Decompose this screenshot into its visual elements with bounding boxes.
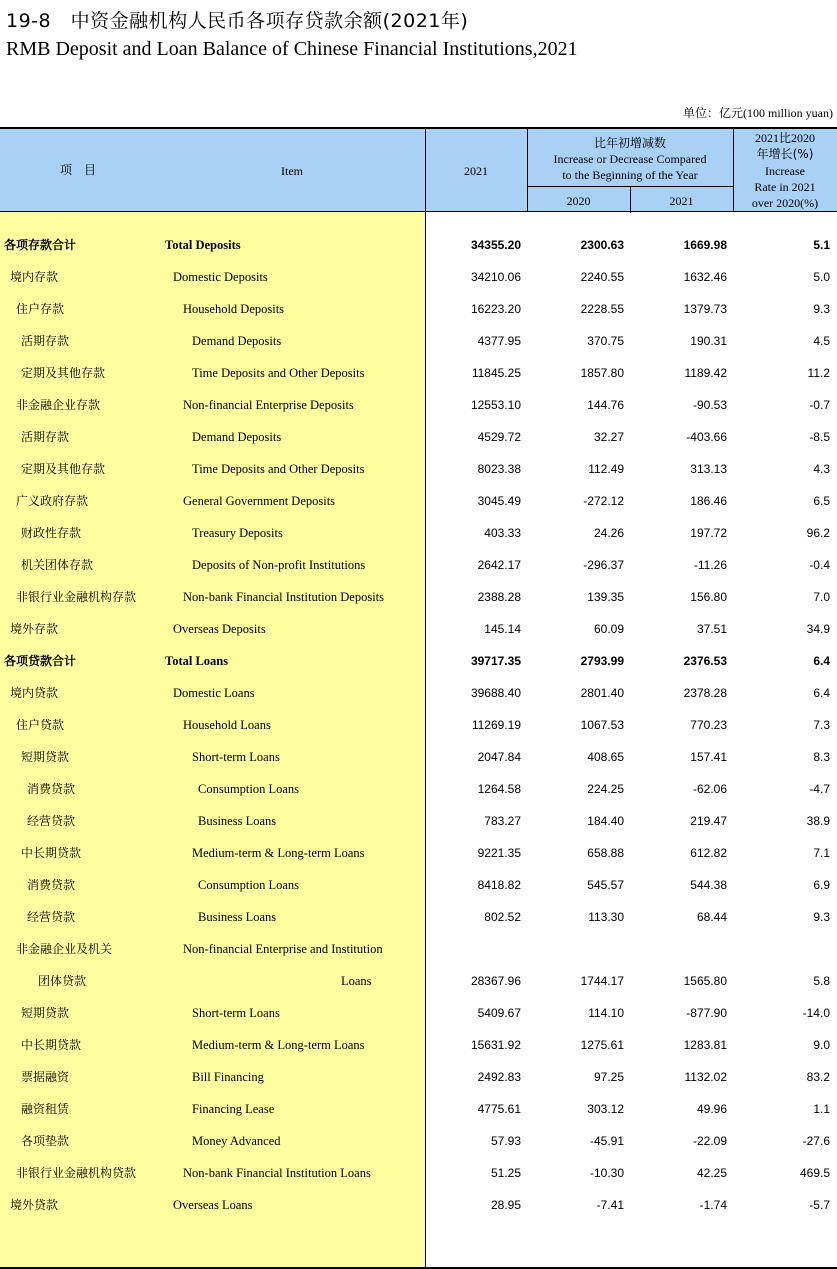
page-title-en: RMB Deposit and Loan Balance of Chinese Financial Institutions,2021: [6, 38, 578, 60]
cell-change-2020: -296.37: [583, 558, 624, 572]
row-label-cn: 消费贷款: [27, 878, 76, 892]
cell-growth-rate: 96.2: [806, 526, 830, 540]
row-label-en: Overseas Loans: [173, 1198, 253, 1212]
page-title-cn: 19-8 中资金融机构人民币各项存贷款余额(2021年): [6, 10, 469, 32]
cell-value-2021: 2388.28: [477, 590, 521, 604]
cell-value-2021: 145.14: [484, 622, 521, 636]
cell-value-2021: 783.27: [484, 814, 521, 828]
row-label-en: Non-financial Enterprise Deposits: [183, 398, 354, 412]
row-label-en: Domestic Loans: [173, 686, 255, 700]
row-label-cn: 非金融企业存款: [16, 398, 101, 412]
row-label-cn: 活期存款: [21, 430, 70, 444]
cell-change-2020: 114.10: [588, 1006, 624, 1020]
cell-change-2020: 2228.55: [580, 302, 624, 316]
cell-change-2021: -1.74: [699, 1198, 727, 1212]
cell-change-2020: 1744.17: [580, 974, 624, 988]
header-year: 2021: [464, 164, 488, 178]
row-label-cn: 经营贷款: [27, 910, 76, 924]
row-label-cn: 非金融企业及机关: [16, 942, 113, 956]
row-label-cn: 各项贷款合计: [4, 654, 77, 668]
cell-change-2020: -45.91: [589, 1134, 624, 1148]
table-row: [0, 741, 837, 773]
cell-change-2020: 408.65: [587, 750, 624, 764]
table-row: [0, 901, 837, 933]
row-label-en: Non-bank Financial Institution Loans: [183, 1166, 371, 1180]
cell-value-2021: 2642.17: [477, 558, 521, 572]
table-row: [0, 485, 837, 517]
row-label-cn: 票据融资: [21, 1070, 70, 1084]
row-label-cn: 广义政府存款: [16, 494, 89, 508]
cell-value-2021: 4775.61: [477, 1102, 521, 1116]
cell-change-2021: 1669.98: [683, 238, 727, 252]
table-row: [0, 933, 837, 965]
row-label-en: General Government Deposits: [183, 494, 336, 508]
row-label-en: Short-term Loans: [192, 1006, 280, 1020]
cell-value-2021: 5409.67: [477, 1006, 521, 1020]
cell-growth-rate: 8.3: [813, 750, 830, 764]
cell-value-2021: 11845.25: [471, 366, 521, 380]
cell-change-2020: 144.76: [587, 398, 624, 412]
unit-cn: 单位：亿元: [682, 106, 743, 120]
table-row: [0, 1157, 837, 1189]
cell-change-2021: 68.44: [696, 910, 727, 924]
cell-change-2020: -10.30: [589, 1166, 624, 1180]
cell-value-2021: 2492.83: [477, 1070, 521, 1084]
cell-growth-rate: 34.9: [806, 622, 830, 636]
row-label-cn: 定期及其他存款: [21, 366, 106, 380]
cell-growth-rate: 6.4: [813, 686, 830, 700]
row-label-en: Household Deposits: [183, 302, 285, 316]
row-label-cn: 机关团体存款: [21, 558, 94, 572]
cell-change-2021: 2376.53: [683, 654, 727, 668]
row-label-en: Deposits of Non-profit Institutions: [192, 558, 366, 572]
row-label-cn: 中长期贷款: [21, 1038, 82, 1052]
header-item-cn: 项 目: [60, 163, 97, 177]
cell-growth-rate: 5.8: [813, 974, 830, 988]
cell-growth-rate: 6.4: [813, 654, 830, 668]
table-row: [0, 645, 837, 677]
cell-growth-rate: 5.1: [813, 238, 830, 252]
row-label-en: Bill Financing: [192, 1070, 264, 1084]
cell-growth-rate: 6.9: [813, 878, 830, 892]
cell-change-2020: 2240.55: [580, 270, 624, 284]
cell-value-2021: 51.25: [490, 1166, 521, 1180]
cell-change-2020: 303.12: [587, 1102, 624, 1116]
cell-change-2020: -7.41: [596, 1198, 624, 1212]
cell-growth-rate: 38.9: [806, 814, 830, 828]
cell-value-2021: 4529.72: [477, 430, 521, 444]
table-row: [0, 965, 837, 997]
table-row: [0, 293, 837, 325]
cell-change-2021: 770.23: [690, 718, 727, 732]
header-item-en: Item: [281, 164, 303, 178]
cell-growth-rate: 4.3: [813, 462, 830, 476]
cell-change-2021: 37.51: [696, 622, 727, 636]
row-label-en: Medium-term & Long-term Loans: [192, 1038, 365, 1052]
table-row: [0, 837, 837, 869]
row-label-cn: 境外贷款: [10, 1198, 59, 1212]
table-row: [0, 421, 837, 453]
row-label-en: Financing Lease: [192, 1102, 275, 1116]
table-row: [0, 997, 837, 1029]
table-row: [0, 229, 837, 261]
cell-value-2021: 8023.38: [477, 462, 521, 476]
cell-change-2020: 60.09: [593, 622, 624, 636]
cell-change-2020: 112.49: [588, 462, 624, 476]
row-label-cn: 住户存款: [16, 302, 65, 316]
row-label-cn: 消费贷款: [27, 782, 76, 796]
cell-change-2020: 139.35: [587, 590, 624, 604]
row-label-cn: 短期贷款: [21, 1006, 70, 1020]
cell-change-2021: 612.82: [690, 846, 727, 860]
cell-value-2021: 39717.35: [470, 654, 521, 668]
cell-change-2021: 1632.46: [683, 270, 727, 284]
cell-value-2021: 15631.92: [470, 1038, 521, 1052]
table-row: [0, 581, 837, 613]
table-row: [0, 1125, 837, 1157]
table-row: [0, 677, 837, 709]
header-rate-l5: over 2020(%): [751, 196, 819, 210]
cell-change-2021: -90.53: [692, 398, 727, 412]
cell-change-2021: -22.09: [692, 1134, 727, 1148]
table-row: [0, 389, 837, 421]
table-header: [0, 127, 837, 212]
unit-label: [683, 104, 833, 121]
cell-value-2021: 2047.84: [477, 750, 521, 764]
table-row: [0, 1029, 837, 1061]
cell-change-2020: 113.30: [588, 910, 624, 924]
row-label-en: Time Deposits and Other Deposits: [192, 462, 365, 476]
cell-value-2021: 403.33: [484, 526, 521, 540]
cell-value-2021: 34210.06: [470, 270, 521, 284]
cell-change-2021: -11.26: [693, 558, 727, 572]
cell-change-2021: 42.25: [696, 1166, 727, 1180]
table-row: [0, 613, 837, 645]
table-row: [0, 549, 837, 581]
row-label-en: Domestic Deposits: [173, 270, 268, 284]
cell-value-2021: 12553.10: [470, 398, 521, 412]
row-label-cn: 境内贷款: [10, 686, 59, 700]
cell-value-2021: 802.52: [484, 910, 521, 924]
table-row: [0, 453, 837, 485]
cell-value-2021: 16223.20: [470, 302, 521, 316]
cell-value-2021: 34355.20: [470, 238, 521, 252]
cell-growth-rate: 9.0: [813, 1038, 830, 1052]
table-row: [0, 1061, 837, 1093]
cell-value-2021: 28.95: [490, 1198, 521, 1212]
table-row: [0, 1093, 837, 1125]
unit-en: (100 million yuan): [743, 106, 833, 120]
row-label-en: Consumption Loans: [198, 878, 300, 892]
row-label-en: Treasury Deposits: [192, 526, 283, 540]
table-row: [0, 709, 837, 741]
row-label-en: Total Loans: [165, 654, 229, 668]
cell-growth-rate: -0.4: [809, 558, 830, 572]
cell-change-2020: 545.57: [587, 878, 624, 892]
header-rate-l2: 年增长(%): [756, 147, 814, 161]
cell-growth-rate: 4.5: [813, 334, 830, 348]
cell-change-2020: 224.25: [587, 782, 624, 796]
header-subcol-divider: [630, 186, 631, 213]
row-label-cn: 短期贷款: [21, 750, 70, 764]
row-label-en: Loans: [341, 974, 372, 988]
cell-change-2021: 1565.80: [683, 974, 727, 988]
table-row: [0, 357, 837, 389]
cell-growth-rate: 469.5: [799, 1166, 830, 1180]
row-label-cn: 活期存款: [21, 334, 70, 348]
cell-change-2020: 24.26: [593, 526, 624, 540]
cell-change-2021: 219.47: [690, 814, 727, 828]
row-label-en: Money Advanced: [192, 1134, 281, 1148]
cell-value-2021: 4377.95: [477, 334, 521, 348]
cell-value-2021: 9221.35: [477, 846, 521, 860]
table-row: [0, 805, 837, 837]
table-row: [0, 869, 837, 901]
cell-value-2021: 1264.58: [477, 782, 521, 796]
row-label-en: Demand Deposits: [192, 430, 282, 444]
cell-change-2020: 97.25: [593, 1070, 624, 1084]
header-rate-l1: 2021比2020: [754, 131, 815, 145]
header-rate-l4: Rate in 2021: [754, 180, 816, 194]
cell-value-2021: 3045.49: [477, 494, 521, 508]
cell-growth-rate: 7.3: [813, 718, 830, 732]
cell-change-2021: 49.96: [696, 1102, 727, 1116]
cell-change-2021: 544.38: [690, 878, 727, 892]
table-row: [0, 325, 837, 357]
row-label-cn: 中长期贷款: [21, 846, 82, 860]
header-change-en2: to the Beginning of the Year: [562, 168, 698, 182]
cell-change-2021: -62.06: [692, 782, 727, 796]
row-label-en: Consumption Loans: [198, 782, 300, 796]
cell-growth-rate: -5.7: [809, 1198, 830, 1212]
cell-change-2020: 2300.63: [580, 238, 624, 252]
cell-growth-rate: 7.0: [813, 590, 830, 604]
cell-change-2020: 1857.80: [580, 366, 624, 380]
header-change-2021: 2021: [669, 194, 694, 208]
cell-growth-rate: 7.1: [813, 846, 830, 860]
cell-change-2020: 184.40: [587, 814, 624, 828]
cell-change-2021: -877.90: [686, 1006, 727, 1020]
row-label-cn: 住户贷款: [16, 718, 65, 732]
header-change-en1: Increase or Decrease Compared: [553, 152, 707, 166]
cell-change-2020: 32.27: [593, 430, 624, 444]
cell-value-2021: 28367.96: [470, 974, 521, 988]
cell-value-2021: 8418.82: [477, 878, 521, 892]
cell-change-2020: 2793.99: [580, 654, 624, 668]
row-label-cn: 非银行业金融机构存款: [16, 590, 137, 604]
row-label-en: Non-financial Enterprise and Institution: [183, 942, 383, 956]
row-label-en: Short-term Loans: [192, 750, 280, 764]
header-change-2020: 2020: [566, 194, 591, 208]
cell-growth-rate: -4.7: [809, 782, 830, 796]
cell-change-2021: 197.72: [690, 526, 727, 540]
cell-change-2021: 190.31: [690, 334, 727, 348]
cell-value-2021: 39688.40: [470, 686, 521, 700]
row-label-cn: 经营贷款: [27, 814, 76, 828]
cell-growth-rate: 11.2: [807, 366, 830, 380]
row-label-cn: 定期及其他存款: [21, 462, 106, 476]
cell-growth-rate: 83.2: [806, 1070, 830, 1084]
cell-growth-rate: 1.1: [813, 1102, 830, 1116]
cell-change-2021: -403.66: [686, 430, 727, 444]
data-table: [0, 127, 837, 1269]
row-label-en: Business Loans: [198, 910, 277, 924]
row-label-cn: 各项垫款: [21, 1134, 70, 1148]
row-label-en: Business Loans: [198, 814, 277, 828]
cell-change-2021: 1189.42: [684, 366, 727, 380]
row-label-en: Demand Deposits: [192, 334, 282, 348]
cell-growth-rate: -0.7: [809, 398, 830, 412]
cell-value-2021: 57.93: [490, 1134, 521, 1148]
cell-value-2021: 11269.19: [471, 718, 521, 732]
cell-growth-rate: 6.5: [813, 494, 830, 508]
cell-change-2020: 2801.40: [580, 686, 624, 700]
row-label-cn: 融资租赁: [21, 1102, 70, 1116]
cell-change-2021: 157.41: [690, 750, 727, 764]
row-label-en: Time Deposits and Other Deposits: [192, 366, 365, 380]
cell-change-2020: 370.75: [587, 334, 624, 348]
cell-change-2021: 1379.73: [683, 302, 727, 316]
row-label-en: Overseas Deposits: [173, 622, 266, 636]
table-row: [0, 261, 837, 293]
table-row: [0, 773, 837, 805]
row-label-en: Total Deposits: [165, 238, 241, 252]
header-rate-l3: Increase: [765, 164, 805, 178]
row-label-en: Household Loans: [183, 718, 271, 732]
cell-growth-rate: -27.6: [802, 1134, 830, 1148]
cell-change-2021: 186.46: [690, 494, 727, 508]
row-label-en: Medium-term & Long-term Loans: [192, 846, 365, 860]
col-divider-3: [733, 127, 734, 211]
row-label-cn: 财政性存款: [21, 526, 82, 540]
row-label-cn: 境外存款: [10, 622, 59, 636]
row-label-cn: 非银行业金融机构贷款: [16, 1166, 137, 1180]
cell-change-2020: 1067.53: [580, 718, 624, 732]
cell-change-2020: 1275.61: [580, 1038, 624, 1052]
cell-growth-rate: -14.0: [802, 1006, 830, 1020]
cell-change-2021: 2378.28: [683, 686, 727, 700]
cell-growth-rate: 9.3: [813, 302, 830, 316]
cell-change-2021: 1132.02: [684, 1070, 727, 1084]
cell-change-2021: 1283.81: [683, 1038, 727, 1052]
row-label-cn: 境内存款: [10, 270, 59, 284]
cell-growth-rate: 9.3: [813, 910, 830, 924]
cell-change-2021: 313.13: [690, 462, 727, 476]
cell-change-2020: -272.12: [583, 494, 624, 508]
row-label-cn: 各项存款合计: [4, 238, 77, 252]
header-change-cn: 比年初增减数: [593, 136, 666, 150]
table-row: [0, 517, 837, 549]
cell-growth-rate: 5.0: [813, 270, 830, 284]
col-divider-2: [527, 127, 528, 211]
cell-change-2021: 156.80: [690, 590, 727, 604]
row-label-en: Non-bank Financial Institution Deposits: [183, 590, 385, 604]
cell-change-2020: 658.88: [587, 846, 624, 860]
cell-growth-rate: -8.5: [809, 430, 830, 444]
row-label-cn: 团体贷款: [38, 974, 87, 988]
table-row: [0, 1189, 837, 1221]
